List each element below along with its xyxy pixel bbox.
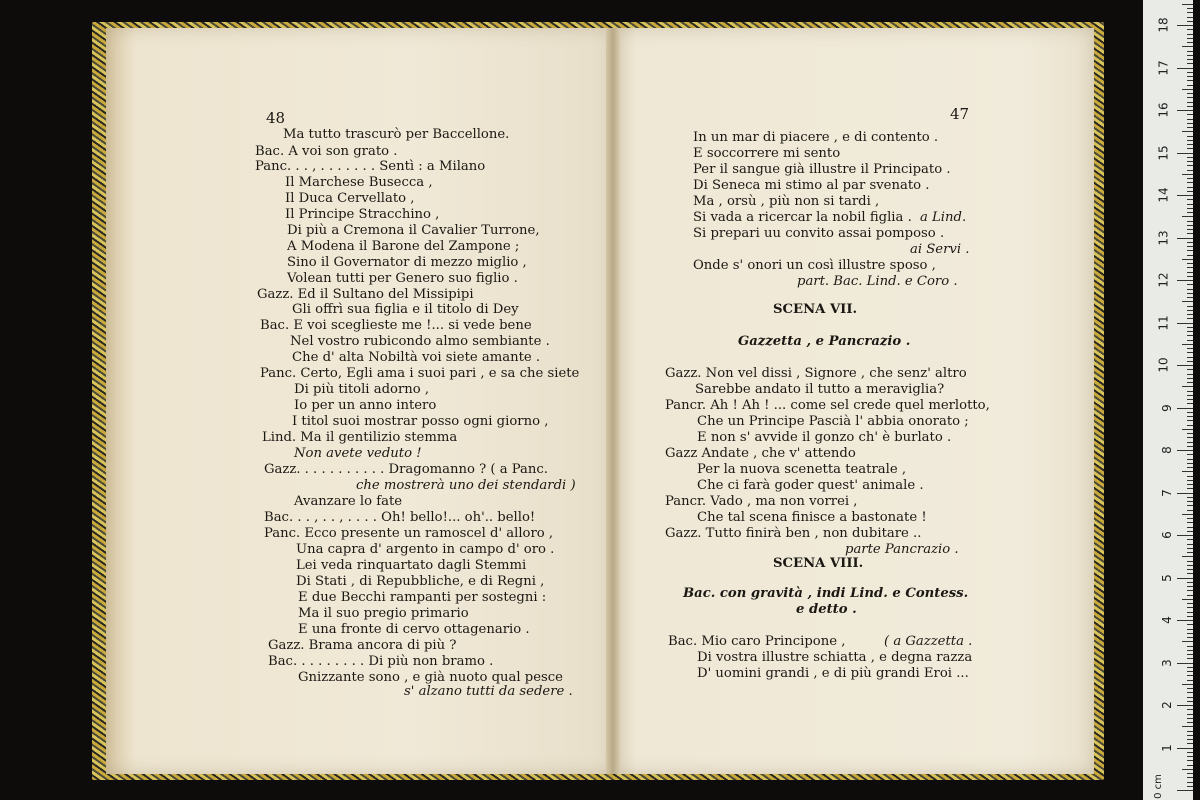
left-page-line-14: Nel vostro rubicondo almo sembiante . <box>290 334 550 349</box>
ruler-tick <box>1177 450 1193 451</box>
ruler-tick <box>1187 76 1193 77</box>
ruler-tick <box>1187 646 1193 647</box>
left-page-line-6: Il Principe Stracchino , <box>285 207 440 222</box>
ruler-tick <box>1187 123 1193 124</box>
ruler-tick <box>1187 331 1193 332</box>
left-page-line-28: Lei veda rinquartato dagli Stemmi <box>296 558 527 573</box>
ruler-tick <box>1187 735 1193 736</box>
ruler-tick <box>1187 412 1193 413</box>
ruler-tick <box>1187 352 1193 353</box>
ruler-tick <box>1187 119 1193 120</box>
ruler-tick <box>1187 714 1193 715</box>
ruler-tick <box>1187 93 1193 94</box>
ruler-tick <box>1187 348 1193 349</box>
ruler-tick <box>1187 505 1193 506</box>
ruler-tick <box>1187 446 1193 447</box>
ruler-tick <box>1187 34 1193 35</box>
ruler-tick <box>1187 191 1193 192</box>
ruler-number-18: 18 <box>1156 17 1171 33</box>
ruler-tick <box>1182 641 1193 642</box>
ruler-tick <box>1187 590 1193 591</box>
ruler-number-11: 11 <box>1156 314 1171 331</box>
ruler-tick <box>1187 357 1193 358</box>
ruler-number-8: 8 <box>1160 446 1175 454</box>
ruler-number-12: 12 <box>1156 272 1171 288</box>
ruler-tick <box>1177 578 1193 579</box>
ruler-tick <box>1187 765 1193 766</box>
ruler-tick <box>1187 688 1193 689</box>
ruler-tick <box>1187 467 1193 468</box>
ruler-tick <box>1187 569 1193 570</box>
ruler-tick <box>1187 297 1193 298</box>
ruler-tick <box>1187 263 1193 264</box>
ruler-tick <box>1187 170 1193 171</box>
ruler-tick <box>1187 293 1193 294</box>
ruler-tick <box>1177 323 1193 324</box>
ruler-tick <box>1187 403 1193 404</box>
ruler-tick <box>1187 208 1193 209</box>
ruler-number-6: 6 <box>1160 531 1175 539</box>
ruler-tick <box>1187 722 1193 723</box>
ruler-tick <box>1182 4 1193 5</box>
ruler-tick <box>1187 552 1193 553</box>
right-page-line-25: parte Pancrazio . <box>845 542 959 557</box>
ruler-tick <box>1187 272 1193 273</box>
ruler-tick <box>1177 748 1193 749</box>
right-page-line-15: Sarebbe andato il tutto a meraviglia? <box>695 382 945 397</box>
ruler-tick <box>1187 85 1193 86</box>
ruler-tick <box>1187 182 1193 183</box>
ruler-tick <box>1187 573 1193 574</box>
ruler-tick <box>1187 42 1193 43</box>
right-page-line-7: a Lind. <box>920 210 967 225</box>
ruler-tick <box>1187 680 1193 681</box>
ruler-tick <box>1182 514 1193 515</box>
ruler-tick <box>1187 739 1193 740</box>
right-page-line-9: ai Servi . <box>910 242 970 257</box>
ruler-tick <box>1177 705 1193 706</box>
ruler-tick <box>1187 777 1193 778</box>
ruler-tick <box>1182 89 1193 90</box>
left-page-line-5: Il Duca Cervellato , <box>285 191 415 206</box>
left-page-line-16: Panc. Certo, Egli ama i suoi pari , e sa che siete <box>260 366 580 381</box>
ruler-tick <box>1182 131 1193 132</box>
right-page-line-18: E non s' avvide il gonzo ch' è burlato . <box>697 430 952 445</box>
ruler-tick <box>1187 8 1193 9</box>
right-page-line-24: Gazz. Tutto finirà ben , non dubitare .. <box>665 526 922 541</box>
ruler-tick <box>1187 752 1193 753</box>
ruler-tick <box>1182 301 1193 302</box>
ruler-tick <box>1187 488 1193 489</box>
right-page-line-22: Pancr. Vado , ma non vorrei , <box>665 494 858 509</box>
ruler-tick <box>1182 726 1193 727</box>
ruler-tick <box>1177 238 1193 239</box>
ruler-tick <box>1187 114 1193 115</box>
ruler-tick <box>1187 306 1193 307</box>
right-page-line-27: Bac. con gravità , indi Lind. e Contess. <box>683 586 969 601</box>
ruler-tick <box>1182 386 1193 387</box>
ruler-tick <box>1187 658 1193 659</box>
left-page-line-34: Bac. . . . . . . . . Di più non bramo . <box>268 654 494 669</box>
ruler-tick <box>1187 102 1193 103</box>
ruler-tick <box>1177 408 1193 409</box>
ruler-tick <box>1187 361 1193 362</box>
right-page-line-16: Pancr. Ah ! Ah ! ... come sel crede quel merlotto, <box>665 398 990 413</box>
left-page-line-26: Panc. Ecco presente un ramoscel d' alloro , <box>264 526 554 541</box>
left-page-line-29: Di Stati , di Repubbliche, e di Regni , <box>296 574 545 589</box>
ruler-tick <box>1187 229 1193 230</box>
ruler-tick <box>1187 276 1193 277</box>
measurement-ruler <box>1143 0 1193 800</box>
ruler-tick <box>1187 289 1193 290</box>
right-page-line-31: Di vostra illustre schiatta , e degna razza <box>697 650 973 665</box>
left-page-number: 48 <box>266 109 286 127</box>
ruler-tick <box>1182 174 1193 175</box>
ruler-tick <box>1177 110 1193 111</box>
ruler-tick <box>1187 531 1193 532</box>
left-page-line-13: Bac. E voi sceglieste me !... si vede bene <box>260 318 532 333</box>
ruler-tick <box>1177 493 1193 494</box>
ruler-tick <box>1187 637 1193 638</box>
ruler-tick <box>1187 463 1193 464</box>
ruler-tick <box>1182 429 1193 430</box>
ruler-number-15: 15 <box>1156 144 1171 161</box>
ruler-tick <box>1187 603 1193 604</box>
ruler-tick <box>1187 136 1193 137</box>
ruler-tick <box>1177 25 1193 26</box>
ruler-number-5: 5 <box>1160 573 1175 582</box>
ruler-tick <box>1187 127 1193 128</box>
ruler-tick <box>1187 38 1193 39</box>
ruler-tick <box>1187 731 1193 732</box>
ruler-number-9: 9 <box>1160 403 1175 412</box>
ruler-tick <box>1177 280 1193 281</box>
book-gutter <box>606 28 620 774</box>
left-page-line-35: Gnizzante sono , e già nuoto qual pesce <box>298 670 563 685</box>
right-page-line-4: Di Seneca mi stimo al par svenato . <box>693 178 930 193</box>
ruler-tick <box>1187 199 1193 200</box>
ruler-number-4: 4 <box>1160 616 1175 624</box>
ruler-tick <box>1182 599 1193 600</box>
ruler-tick <box>1187 382 1193 383</box>
ruler-tick <box>1187 484 1193 485</box>
ruler-tick <box>1187 671 1193 672</box>
ruler-tick <box>1187 17 1193 18</box>
ruler-tick <box>1187 148 1193 149</box>
ruler-tick <box>1187 106 1193 107</box>
ruler-tick <box>1187 97 1193 98</box>
right-page-line-29: Bac. Mio caro Principone , <box>668 634 846 649</box>
ruler-tick <box>1187 318 1193 319</box>
ruler-tick <box>1187 454 1193 455</box>
right-page-line-21: Che ci farà goder quest' animale . <box>697 478 924 493</box>
ruler-tick <box>1187 654 1193 655</box>
ruler-tick <box>1187 399 1193 400</box>
ruler-tick <box>1187 667 1193 668</box>
right-page-line-10: Onde s' onori un così illustre sposo , <box>693 258 936 273</box>
ruler-tick <box>1187 442 1193 443</box>
ruler-tick <box>1187 161 1193 162</box>
ruler-tick <box>1187 518 1193 519</box>
ruler-tick <box>1187 582 1193 583</box>
left-page-line-15: Che d' alta Nobiltà voi siete amante . <box>292 350 541 365</box>
right-page-line-2: E soccorrere mi sento <box>693 146 841 161</box>
ruler-tick <box>1187 544 1193 545</box>
ruler-tick <box>1187 246 1193 247</box>
left-page-line-1: Ma tutto trascurò per Baccellone. <box>283 127 510 142</box>
left-page-line-3: Panc. . . , . . . . . . . Sentì : a Milano <box>255 159 486 174</box>
ruler-tick <box>1177 68 1193 69</box>
ruler-tick <box>1187 255 1193 256</box>
ruler-tick <box>1187 378 1193 379</box>
ruler-tick <box>1187 437 1193 438</box>
right-page-line-26: SCENA VIII. <box>773 556 864 571</box>
ruler-tick <box>1187 782 1193 783</box>
ruler-tick <box>1182 259 1193 260</box>
left-page-line-32: E una fronte di cervo ottagenario . <box>298 622 530 637</box>
ruler-tick <box>1177 620 1193 621</box>
ruler-tick <box>1187 612 1193 613</box>
ruler-tick <box>1187 675 1193 676</box>
left-page-line-22: Gazz. . . . . . . . . . . Dragomanno ? ( a Panc. <box>264 462 548 477</box>
left-page-line-31: Ma il suo pregio primario <box>298 606 469 621</box>
right-page-line-1: In un mar di piacere , e di contento . <box>693 130 939 145</box>
ruler-tick <box>1187 709 1193 710</box>
ruler-tick <box>1187 157 1193 158</box>
ruler-tick <box>1187 314 1193 315</box>
ruler-tick <box>1182 46 1193 47</box>
ruler-tick <box>1187 140 1193 141</box>
left-page-line-10: Volean tutti per Genero suo figlio . <box>287 271 518 286</box>
right-page-line-8: Si prepari uu convito assai pomposo . <box>693 226 945 241</box>
ruler-tick <box>1187 12 1193 13</box>
ruler-tick <box>1187 624 1193 625</box>
right-page-line-30: ( a Gazzetta . <box>884 634 973 649</box>
ruler-tick <box>1187 416 1193 417</box>
ruler-number-7: 7 <box>1160 488 1175 497</box>
left-page-line-7: Di più a Cremona il Cavalier Turrone, <box>287 223 540 238</box>
ruler-tick <box>1187 335 1193 336</box>
ruler-tick <box>1187 760 1193 761</box>
left-page-line-20: Lind. Ma il gentilizio stemma <box>262 430 458 445</box>
left-page-line-9: Sino il Governator di mezzo miglio , <box>287 255 527 270</box>
left-page-line-30: E due Becchi rampanti per sostegni : <box>298 590 547 605</box>
ruler-tick <box>1187 595 1193 596</box>
ruler-number-13: 13 <box>1156 229 1171 246</box>
ruler-tick <box>1187 522 1193 523</box>
ruler-tick <box>1187 29 1193 30</box>
ruler-tick <box>1187 773 1193 774</box>
ruler-tick <box>1187 548 1193 549</box>
ruler-tick <box>1187 233 1193 234</box>
left-page-line-27: Una capra d' argento in campo d' oro . <box>296 542 555 557</box>
ruler-tick <box>1187 420 1193 421</box>
ruler-tick <box>1182 344 1193 345</box>
ruler-tick <box>1187 629 1193 630</box>
ruler-tick <box>1187 178 1193 179</box>
ruler-tick <box>1187 395 1193 396</box>
left-page-line-23: che mostrerà uno dei stendardi ) <box>356 478 576 493</box>
ruler-number-1: 1 <box>1160 743 1175 752</box>
ruler-tick <box>1177 663 1193 664</box>
ruler-tick <box>1187 72 1193 73</box>
ruler-tick <box>1187 250 1193 251</box>
ruler-tick <box>1187 586 1193 587</box>
ruler-tick <box>1187 692 1193 693</box>
ruler-tick <box>1187 391 1193 392</box>
ruler-tick <box>1182 471 1193 472</box>
right-page-line-13: Gazzetta , e Pancrazio . <box>738 334 911 349</box>
ruler-tick <box>1187 204 1193 205</box>
left-page-line-24: Avanzare lo fate <box>294 494 403 509</box>
ruler-unit-label: 0 cm <box>1153 774 1165 799</box>
ruler-tick <box>1187 743 1193 744</box>
ruler-tick <box>1177 153 1193 154</box>
ruler-tick <box>1187 786 1193 787</box>
ruler-tick <box>1187 650 1193 651</box>
ruler-tick <box>1187 55 1193 56</box>
right-page-line-3: Per il sangue già illustre il Principato . <box>693 162 951 177</box>
right-page-line-6: Si vada a ricercar la nobil figlia . <box>693 210 912 225</box>
ruler-tick <box>1182 216 1193 217</box>
ruler-tick <box>1177 790 1193 791</box>
ruler-tick <box>1187 21 1193 22</box>
left-page-line-21: Non avete veduto ! <box>294 446 422 461</box>
ruler-tick <box>1187 607 1193 608</box>
ruler-tick <box>1177 195 1193 196</box>
ruler-tick <box>1182 769 1193 770</box>
ruler-tick <box>1187 616 1193 617</box>
ruler-tick <box>1187 701 1193 702</box>
right-page-line-23: Che tal scena finisce a bastonate ! <box>697 510 927 525</box>
ruler-number-10: 10 <box>1156 357 1171 373</box>
right-page-line-12: SCENA VII. <box>773 302 858 317</box>
ruler-tick <box>1187 267 1193 268</box>
ruler-number-17: 17 <box>1156 59 1171 76</box>
ruler-tick <box>1177 535 1193 536</box>
ruler-tick <box>1187 374 1193 375</box>
ruler-tick <box>1187 480 1193 481</box>
ruler-tick <box>1187 310 1193 311</box>
right-page-line-28: e detto . <box>796 602 857 617</box>
ruler-tick <box>1187 242 1193 243</box>
ruler-tick <box>1187 433 1193 434</box>
left-page-line-36: s' alzano tutti da sedere . <box>404 684 573 699</box>
ruler-tick <box>1187 697 1193 698</box>
ruler-tick <box>1187 476 1193 477</box>
right-page-line-14: Gazz. Non vel dissi , Signore , che senz' altro <box>665 366 967 381</box>
ruler-tick <box>1187 718 1193 719</box>
ruler-tick <box>1177 365 1193 366</box>
right-page-number: 47 <box>950 105 970 123</box>
ruler-tick <box>1187 212 1193 213</box>
ruler-tick <box>1187 539 1193 540</box>
ruler-tick <box>1187 51 1193 52</box>
ruler-tick <box>1187 561 1193 562</box>
ruler-tick <box>1187 221 1193 222</box>
left-page-line-33: Gazz. Brama ancora di più ? <box>268 638 457 653</box>
left-page-line-25: Bac. . . , . . , . . . . Oh! bello!... oh'.. bello! <box>264 510 536 525</box>
ruler-tick <box>1187 187 1193 188</box>
ruler-tick <box>1187 165 1193 166</box>
ruler-number-14: 14 <box>1156 187 1171 203</box>
ruler-tick <box>1187 565 1193 566</box>
right-page-line-32: D' uomini grandi , e di più grandi Eroi ... <box>697 666 969 681</box>
ruler-tick <box>1187 327 1193 328</box>
ruler-number-2: 2 <box>1160 701 1175 709</box>
left-page-line-18: Io per un anno intero <box>294 398 437 413</box>
right-page-line-20: Per la nuova scenetta teatrale , <box>697 462 907 477</box>
ruler-tick <box>1182 556 1193 557</box>
ruler-tick <box>1187 284 1193 285</box>
ruler-tick <box>1187 501 1193 502</box>
ruler-tick <box>1187 225 1193 226</box>
ruler-tick <box>1187 459 1193 460</box>
ruler-number-16: 16 <box>1156 102 1171 118</box>
ruler-tick <box>1187 633 1193 634</box>
ruler-tick <box>1187 756 1193 757</box>
ruler-tick <box>1182 684 1193 685</box>
ruler-tick <box>1187 63 1193 64</box>
left-page-line-12: Gli offrì sua figlia e il titolo di Dey <box>292 302 519 317</box>
ruler-tick <box>1187 340 1193 341</box>
right-page-line-19: Gazz Andate , che v' attendo <box>665 446 856 461</box>
right-page-line-17: Che un Principe Pascià l' abbia onorato ; <box>697 414 969 429</box>
ruler-tick <box>1187 59 1193 60</box>
ruler-tick <box>1187 369 1193 370</box>
left-page-line-11: Gazz. Ed il Sultano del Missipipi <box>257 287 474 302</box>
ruler-tick <box>1187 527 1193 528</box>
right-page-line-11: part. Bac. Lind. e Coro . <box>797 274 958 289</box>
left-page-line-17: Di più titoli adorno , <box>294 382 430 397</box>
ruler-tick <box>1187 425 1193 426</box>
right-page-line-5: Ma , orsù , più non si tardi , <box>693 194 880 209</box>
left-page-line-8: A Modena il Barone del Zampone ; <box>287 239 520 254</box>
left-page-line-19: I titol suoi mostrar posso ogni giorno , <box>292 414 549 429</box>
ruler-number-3: 3 <box>1160 658 1175 667</box>
left-page-line-2: Bac. A voi son grato . <box>255 144 398 159</box>
ruler-tick <box>1187 497 1193 498</box>
left-page-line-4: Il Marchese Busecca , <box>285 175 433 190</box>
ruler-tick <box>1187 510 1193 511</box>
ruler-tick <box>1187 80 1193 81</box>
ruler-tick <box>1187 144 1193 145</box>
